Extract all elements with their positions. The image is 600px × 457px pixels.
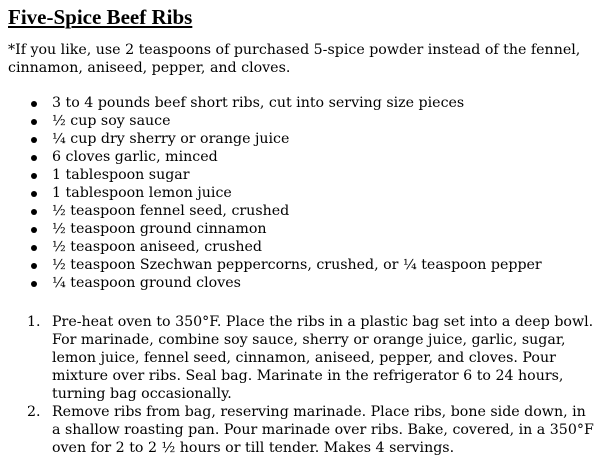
ingredient-item	[8, 148, 542, 166]
ingredient-item	[8, 130, 542, 148]
bullet-icon	[31, 245, 37, 251]
ingredient-list	[8, 94, 542, 292]
ingredient-text: ½ teaspoon aniseed, crushed	[52, 239, 262, 255]
substitution-note: *If you like, use 2 teaspoons of purchased 5-spice powder instead of the fennel, cinnamon, aniseed, pepper, and cloves.	[8, 42, 581, 76]
ingredient-item	[8, 184, 542, 202]
ingredient-text: 6 cloves garlic, minced	[52, 149, 218, 165]
ingredient-item	[8, 256, 542, 274]
ingredient-text: ¼ teaspoon ground cloves	[52, 275, 241, 291]
bullet-icon	[31, 263, 37, 269]
ingredient-item	[8, 274, 542, 292]
ingredient-item	[8, 112, 542, 130]
ingredient-text: 1 tablespoon lemon juice	[52, 185, 232, 201]
recipe-title: Five-Spice Beef Ribs	[8, 5, 193, 29]
step-text: Pre-heat oven to 350°F. Place the ribs in a plastic bag set into a deep bowl. For marinade, combine soy sauce, sherry or orange juice, garlic, sugar, lemon juice, fennel seed, cinnamon, aniseed, pepper, and cloves. Pour mixture over ribs. Seal bag. Marinate in the refrigerator 6 to 24 hours, turning bag occasionally.	[52, 314, 594, 402]
ingredient-text: ½ teaspoon ground cinnamon	[52, 221, 267, 237]
ingredient-text: ½ teaspoon Szechwan peppercorns, crushed, or ¼ teaspoon pepper	[52, 257, 542, 273]
ingredient-text: 1 tablespoon sugar	[52, 167, 190, 183]
ingredient-text: ¼ cup dry sherry or orange juice	[52, 131, 290, 147]
bullet-icon	[31, 155, 37, 161]
instruction-step	[8, 403, 598, 457]
instruction-list	[8, 313, 598, 457]
ingredient-text: ½ cup soy sauce	[52, 113, 171, 129]
bullet-icon	[31, 227, 37, 233]
instruction-step	[8, 313, 598, 403]
bullet-icon	[31, 281, 37, 287]
ingredient-item	[8, 202, 542, 220]
bullet-icon	[31, 101, 37, 107]
bullet-icon	[31, 191, 37, 197]
ingredient-item	[8, 166, 542, 184]
bullet-icon	[31, 137, 37, 143]
bullet-icon	[31, 119, 37, 125]
ingredient-item	[8, 94, 542, 112]
ingredient-text: ½ teaspoon fennel seed, crushed	[52, 203, 290, 219]
bullet-icon	[31, 209, 37, 215]
ingredient-item	[8, 238, 542, 256]
step-number: 2.	[27, 404, 41, 420]
step-number: 1.	[27, 314, 41, 330]
bullet-icon	[31, 173, 37, 179]
step-text: Remove ribs from bag, reserving marinade. Place ribs, bone side down, in a shallow roasting pan. Pour marinade over ribs. Bake, covered, in a 350°F oven for 2 to 2 ½ hours or till tender. Makes 4 servings.	[52, 404, 594, 456]
ingredient-text: 3 to 4 pounds beef short ribs, cut into serving size pieces	[52, 95, 465, 111]
ingredient-item	[8, 220, 542, 238]
